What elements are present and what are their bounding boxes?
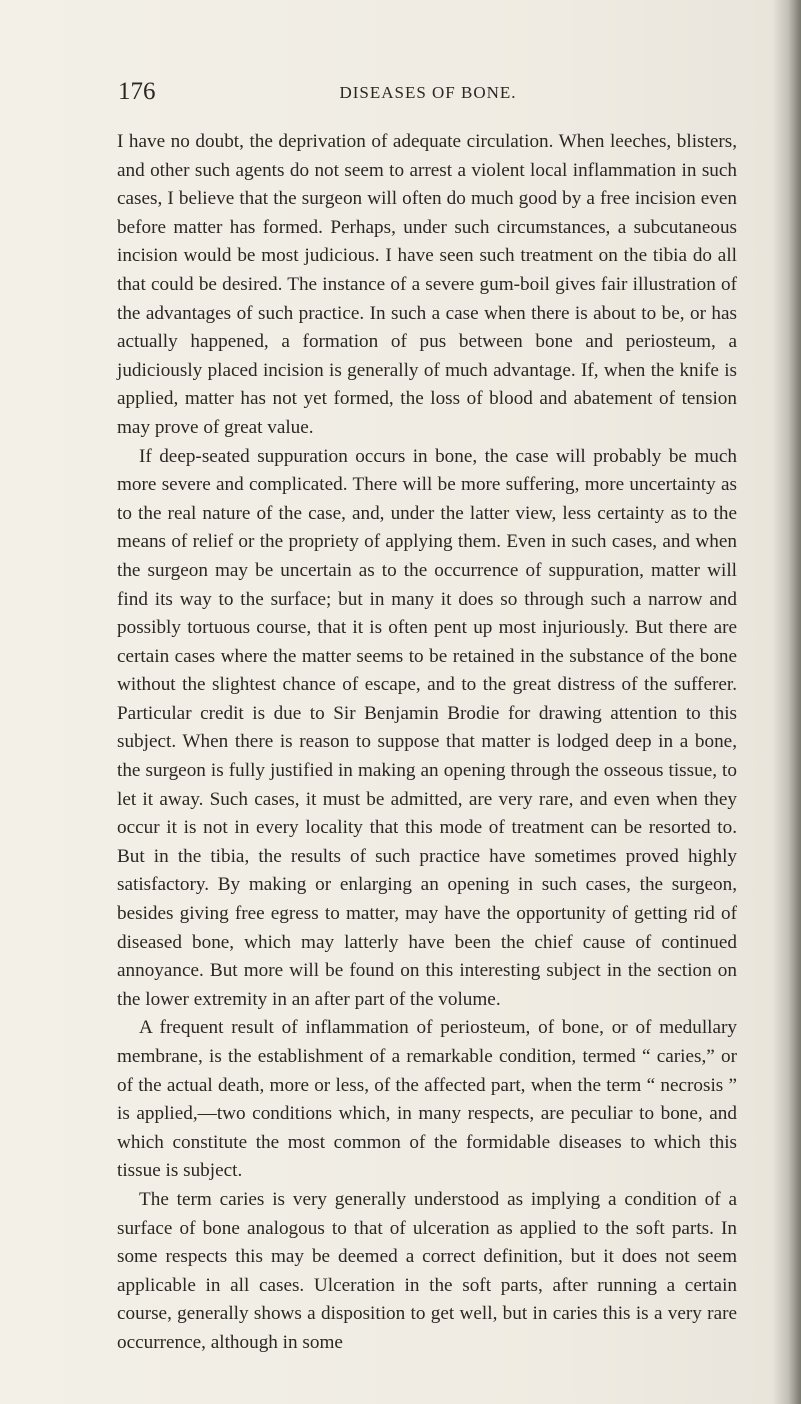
running-head: DISEASES OF BONE. [339,83,517,102]
paragraph: A frequent result of inflammation of periosteum, of bone, or of medullary membrane, is the establishment of a remarkable condition, termed “ caries,” or of the actual death, more or less, of the affected part, when the term “ necrosis ” is applied,—two conditions which, in many respects, are peculiar to bone, and which constitute the most common of the formidable diseases to which this tissue is subject. [117,1017,737,1182]
page-number: 176 [118,78,156,105]
page-edge-shadow [773,0,801,1404]
paragraph-continuation: I have no doubt, the deprivation of adequate circulation. When leeches, blisters, and other such agents do not seem to arrest a violent local inflammation in such cases, I believe that the surgeon will often do much good by a free incision even before matter has formed. Perhaps, under such circumstances, a subcutaneous incision would be most judicious. I have seen such treatment on the tibia do all that could be desired. The instance of a severe gum-boil gives fair illustration of the advantages of such practice. In such a case when there is about to be, or has actually happened, a formation of pus between bone and periosteum, a judiciously placed incision is generally of much advantage. If, when the knife is applied, matter has not yet formed, the loss of blood and abatement of tension may prove of great value. [117,131,737,438]
paragraph: The term caries is very generally understood as implying a condition of a surface of bone analogous to that of ulceration as applied to the soft parts. In some respects this may be deemed a correct definition, but it does not seem applicable in all cases. Ulceration in the soft parts, after running a certain course, generally shows a disposition to get well, but in caries this is a very rare occurrence, although in some [117,1188,737,1353]
page-header [118,78,738,108]
body-text [117,128,737,1358]
paragraph: If deep-seated suppuration occurs in bone, the case will probably be much more severe and complicated. There will be more suffering, more uncertainty as to the real nature of the case, and, under the latter view, less certainty as to the means of relief or the propriety of applying them. Even in such cases, and when the surgeon may be uncertain as to the occurrence of suppuration, matter will find its way to the surface; but in many it does so through such a narrow and possibly tortuous course, that it is often pent up most injuriously. But there are certain cases where the matter seems to be retained in the substance of the bone without the slightest chance of escape, and to the great distress of the sufferer. Particular credit is due to Sir Benjamin Brodie for drawing attention to this subject. When there is reason to suppose that matter is lodged deep in a bone, the surgeon is fully justified in making an opening through the osseous tissue, to let it away. Such cases, it must be admitted, are very rare, and even when they occur it is not in every locality that this mode of treatment can be resorted to. But in the tibia, the results of such practice have sometimes proved highly satisfactory. By making or enlarging an opening in such cases, the surgeon, besides giving free egress to matter, may have the opportunity of getting rid of diseased bone, which may latterly have been the chief cause of continued annoyance. But more will be found on this interesting subject in the section on the lower extremity in an after part of the volume. [117,445,737,1010]
